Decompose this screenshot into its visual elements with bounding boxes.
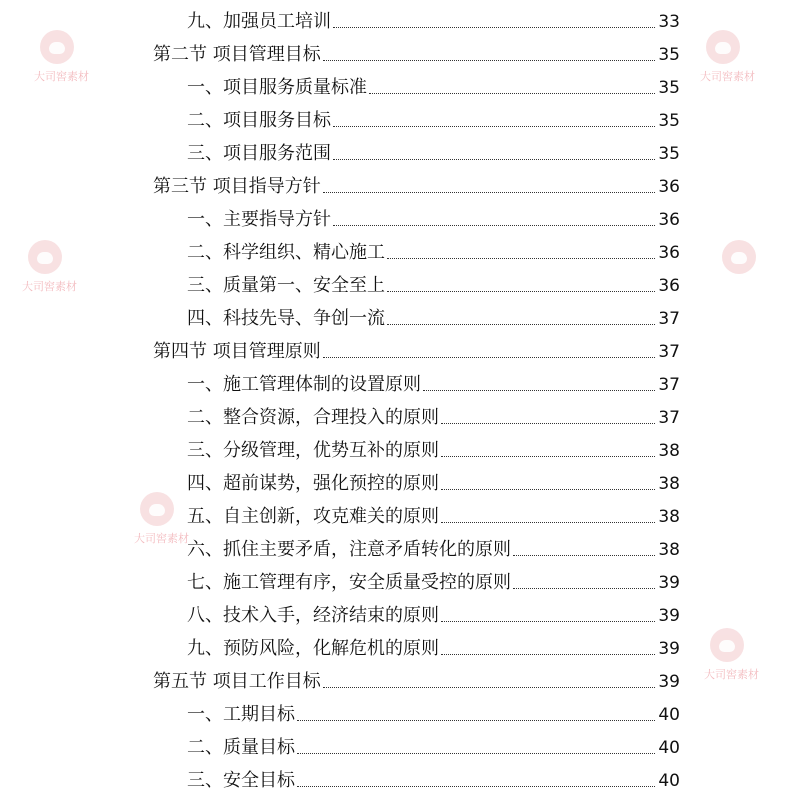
toc-item-entry[interactable] [187,132,680,165]
toc-item-entry[interactable] [187,759,680,792]
toc-dot-leader [323,191,656,193]
toc-page-number: 38 [658,507,680,527]
toc-dot-leader [441,653,655,655]
toc-item-entry[interactable] [187,198,680,231]
watermark-text: 大司窖素材 [34,70,89,83]
toc-item-entry[interactable] [187,594,680,627]
toc-item-entry[interactable] [187,528,680,561]
toc-dot-leader [513,587,655,589]
toc-page-number: 39 [658,606,680,626]
toc-entry-title: 第二节 项目管理目标 [153,44,321,65]
toc-dot-leader [333,224,655,226]
toc-page-number: 39 [658,573,680,593]
watermark-text: 大司窖素材 [704,668,759,681]
toc-item-entry[interactable] [187,396,680,429]
toc-page-number: 35 [658,78,680,98]
toc-dot-leader [441,521,655,523]
toc-entry-title: 六、抓住主要矛盾，注意矛盾转化的原则 [187,539,511,560]
toc-item-entry[interactable] [187,495,680,528]
toc-page-number: 40 [658,738,680,758]
toc-entry-title: 第四节 项目管理原则 [153,341,321,362]
toc-page-number: 36 [658,210,680,230]
toc-entry-title: 三、项目服务范围 [187,143,331,164]
toc-item-entry[interactable] [187,99,680,132]
toc-page-number: 37 [658,309,680,329]
toc-section-entry[interactable] [153,660,680,693]
toc-entry-title: 三、分级管理，优势互补的原则 [187,440,439,461]
toc-entry-title: 二、科学组织、精心施工 [187,242,385,263]
toc-dot-leader [333,158,655,160]
toc-page-number: 37 [658,342,680,362]
toc-entry-title: 七、施工管理有序，安全质量受控的原则 [187,572,511,593]
watermark-text: 大司窖素材 [700,70,755,83]
toc-dot-leader [387,290,655,292]
toc-dot-leader [387,323,655,325]
toc-dot-leader [333,26,655,28]
toc-page-number: 33 [658,12,680,32]
toc-dot-leader [323,686,656,688]
toc-page-number: 36 [658,243,680,263]
toc-entry-title: 三、安全目标 [187,770,295,791]
toc-dot-leader [387,257,655,259]
toc-dot-leader [441,455,655,457]
toc-dot-leader [441,422,655,424]
toc-entry-title: 四、超前谋势，强化预控的原则 [187,473,439,494]
toc-dot-leader [297,785,655,787]
toc-entry-title: 八、技术入手，经济结束的原则 [187,605,439,626]
toc-dot-leader [323,59,656,61]
toc-item-entry[interactable] [187,264,680,297]
toc-dot-leader [323,356,656,358]
toc-item-entry[interactable] [187,363,680,396]
toc-item-entry[interactable] [187,627,680,660]
toc-item-entry[interactable] [187,231,680,264]
toc-entry-title: 三、质量第一、安全至上 [187,275,385,296]
toc-dot-leader [333,125,655,127]
toc-item-entry[interactable] [187,66,680,99]
toc-page-number: 37 [658,408,680,428]
toc-item-entry[interactable] [187,561,680,594]
toc-dot-leader [513,554,655,556]
toc-entry-title: 四、科技先导、争创一流 [187,308,385,329]
toc-page-number: 35 [658,144,680,164]
toc-entry-title: 二、项目服务目标 [187,110,331,131]
toc-item-entry[interactable] [187,429,680,462]
toc-entry-title: 一、主要指导方针 [187,209,331,230]
toc-dot-leader [441,620,655,622]
toc-page-number: 35 [658,45,680,65]
toc-entry-title: 九、预防风险，化解危机的原则 [187,638,439,659]
toc-section-entry[interactable] [153,165,680,198]
toc-item-entry[interactable] [187,462,680,495]
watermark-text: 大司窖素材 [22,280,77,293]
toc-entry-title: 一、项目服务质量标准 [187,77,367,98]
toc-page-number: 38 [658,540,680,560]
toc-entry-title: 第五节 项目工作目标 [153,671,321,692]
toc-dot-leader [297,752,655,754]
toc-dot-leader [441,488,655,490]
toc-entry-title: 一、工期目标 [187,704,295,725]
toc-dot-leader [369,92,655,94]
toc-entry-title: 第三节 项目指导方针 [153,176,321,197]
toc-entry-title: 二、质量目标 [187,737,295,758]
toc-section-entry[interactable] [153,33,680,66]
toc-section-entry[interactable] [153,330,680,363]
toc-page-number: 40 [658,705,680,725]
toc-page-number: 37 [658,375,680,395]
toc-entry-title: 五、自主创新，攻克难关的原则 [187,506,439,527]
toc-dot-leader [297,719,655,721]
toc-entry-title: 九、加强员工培训 [187,11,331,32]
toc-page-number: 39 [658,639,680,659]
toc-item-entry[interactable] [187,297,680,330]
toc-page-number: 39 [658,672,680,692]
toc-entry-title: 一、施工管理体制的设置原则 [187,374,421,395]
toc-item-entry[interactable] [187,0,680,33]
toc-entry-title: 二、整合资源，合理投入的原则 [187,407,439,428]
toc-item-entry[interactable] [187,693,680,726]
toc-page-number: 38 [658,474,680,494]
toc-page-number: 36 [658,177,680,197]
toc-dot-leader [423,389,655,391]
toc-page-number: 36 [658,276,680,296]
toc-page-number: 35 [658,111,680,131]
toc-item-entry[interactable] [187,726,680,759]
toc-page-number: 38 [658,441,680,461]
watermark-text: 大司窖素材 [134,532,189,545]
toc-page-number: 40 [658,771,680,791]
